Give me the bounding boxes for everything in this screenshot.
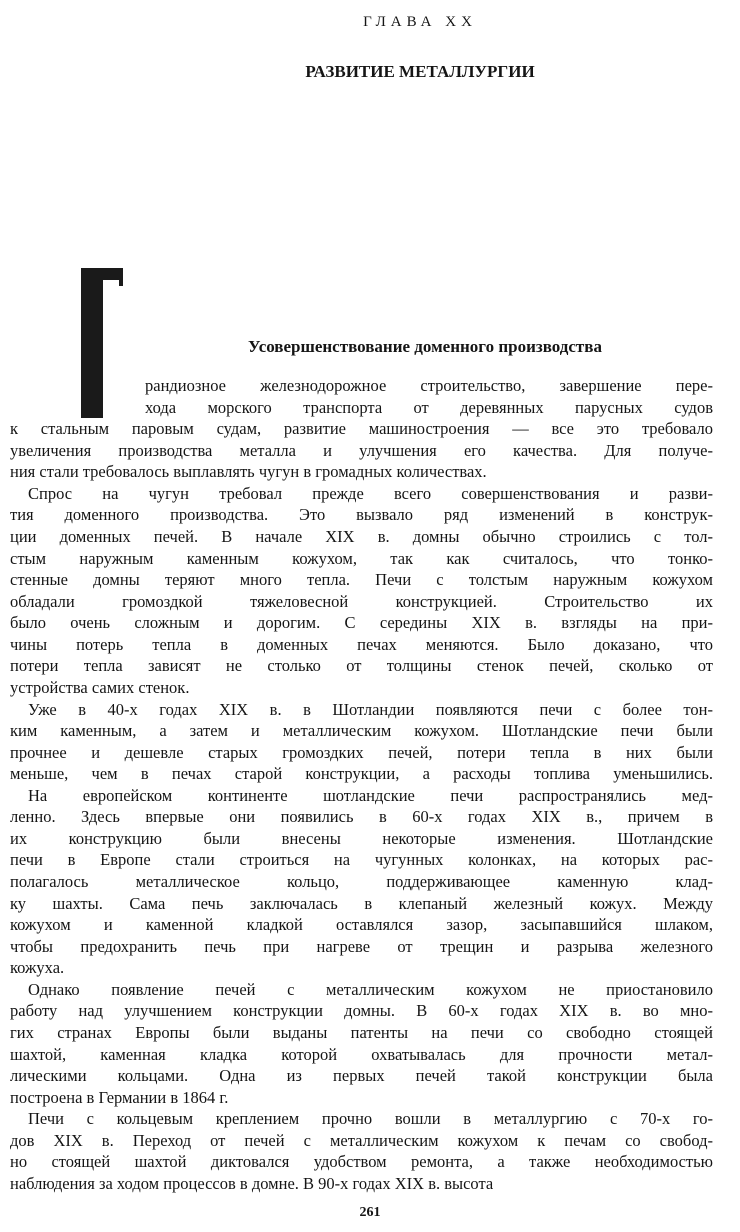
text-line: лическими кольцами. Одна из первых печей такой конструкции была xyxy=(10,1066,713,1085)
text-line: прочнее и дешевле старых громоздких печей, потери тепла в них были xyxy=(10,743,713,762)
text-line: хода морского транспорта от деревянных парусных судов xyxy=(145,398,713,417)
text-line: Спрос на чугун требовал прежде всего совершенствования и разви- xyxy=(28,484,713,503)
text-line: ким каменным, а затем и металлическим кожухом. Шотландские печи были xyxy=(10,721,713,740)
text-line: стенные домны теряют много тепла. Печи с толстым наружным кожухом xyxy=(10,570,713,589)
text-line: ку шахты. Сама печь заключалась в клепаный железный кожух. Между xyxy=(10,894,713,913)
text-line: кожуха. xyxy=(10,958,65,977)
page-number: 261 xyxy=(359,1205,381,1220)
text-line: стым наружным каменным кожухом, так как считалось, что тонко- xyxy=(10,549,713,568)
text-line: к стальным паровым судам, развитие машиностроения — все это требовало xyxy=(10,419,713,438)
text-line: чтобы предохранить печь при нагреве от трещин и разрыва железного xyxy=(10,937,713,956)
text-line: их конструкцию были внесены некоторые изменения. Шотландские xyxy=(10,829,713,848)
text-line: потери тепла зависят не столько от толщины стенок печей, сколько от xyxy=(10,656,713,675)
text-line: рандиозное железнодорожное строительство, завершение пере- xyxy=(145,376,713,395)
text-line: было очень сложным и дорогим. С середины XIX в. взгляды на при- xyxy=(10,613,713,632)
text-line: дов XIX в. Переход от печей с металлическим кожухом к печам со свобод- xyxy=(10,1131,713,1150)
text-line: меньше, чем в печах старой конструкции, а расходы топлива уменьшились. xyxy=(10,764,713,783)
text-line: гих странах Европы были выданы патенты на печи со свободно стоящей xyxy=(10,1023,713,1042)
text-line: тия доменного производства. Это вызвало ряд изменений в конструк- xyxy=(10,505,713,524)
chapter-title: РАЗВИТИЕ МЕТАЛЛУРГИИ xyxy=(305,62,535,81)
text-line: работу над улучшением конструкции домны. В 60-х годах XIX в. во мно- xyxy=(10,1001,713,1020)
text-line: обладали громоздкой тяжеловесной конструкцией. Строительство их xyxy=(10,592,713,611)
text-line: устройства самих стенок. xyxy=(10,678,190,697)
text-line: наблюдения за ходом процессов в домне. В 90-х годах XIX в. высота xyxy=(10,1174,494,1193)
drop-cap-letter xyxy=(81,268,123,418)
text-line: увеличения производства металла и улучшения его качества. Для получе- xyxy=(10,441,713,460)
text-line: шахтой, каменная кладка которой охватывалась для прочности метал- xyxy=(10,1045,713,1064)
text-line: но стоящей шахтой диктовался удобством ремонта, а также необходимостью xyxy=(10,1152,713,1171)
text-line: кожухом и каменной кладкой оставлялся зазор, засыпавшийся шлаком, xyxy=(10,915,713,934)
text-line: Уже в 40-х годах XIX в. в Шотландии появляются печи с более тон- xyxy=(28,700,713,719)
chapter-label: ГЛАВА XX xyxy=(363,14,477,30)
text-line: построена в Германии в 1864 г. xyxy=(10,1088,229,1107)
text-line: Печи с кольцевым креплением прочно вошли в металлургию с 70-х го- xyxy=(28,1109,713,1128)
section-title: Усовершенствование доменного производства xyxy=(248,337,602,356)
text-line: Однако появление печей с металлическим кожухом не приостановило xyxy=(28,980,713,999)
text-line: ния стали требовалось выплавлять чугун в громадных количествах. xyxy=(10,462,487,481)
text-line: полагалось металлическое кольцо, поддерживающее каменную клад- xyxy=(10,872,713,891)
text-line: чины потерь тепла в доменных печах меняются. Было доказано, что xyxy=(10,635,713,654)
text-line: ции доменных печей. В начале XIX в. домны обычно строились с тол- xyxy=(10,527,713,546)
text-line: На европейском континенте шотландские печи распространялись мед- xyxy=(28,786,713,805)
text-line: ленно. Здесь впервые они появились в 60-х годах XIX в., причем в xyxy=(10,807,713,826)
text-line: печи в Европе стали строиться на чугунных колонках, на которых рас- xyxy=(10,850,713,869)
